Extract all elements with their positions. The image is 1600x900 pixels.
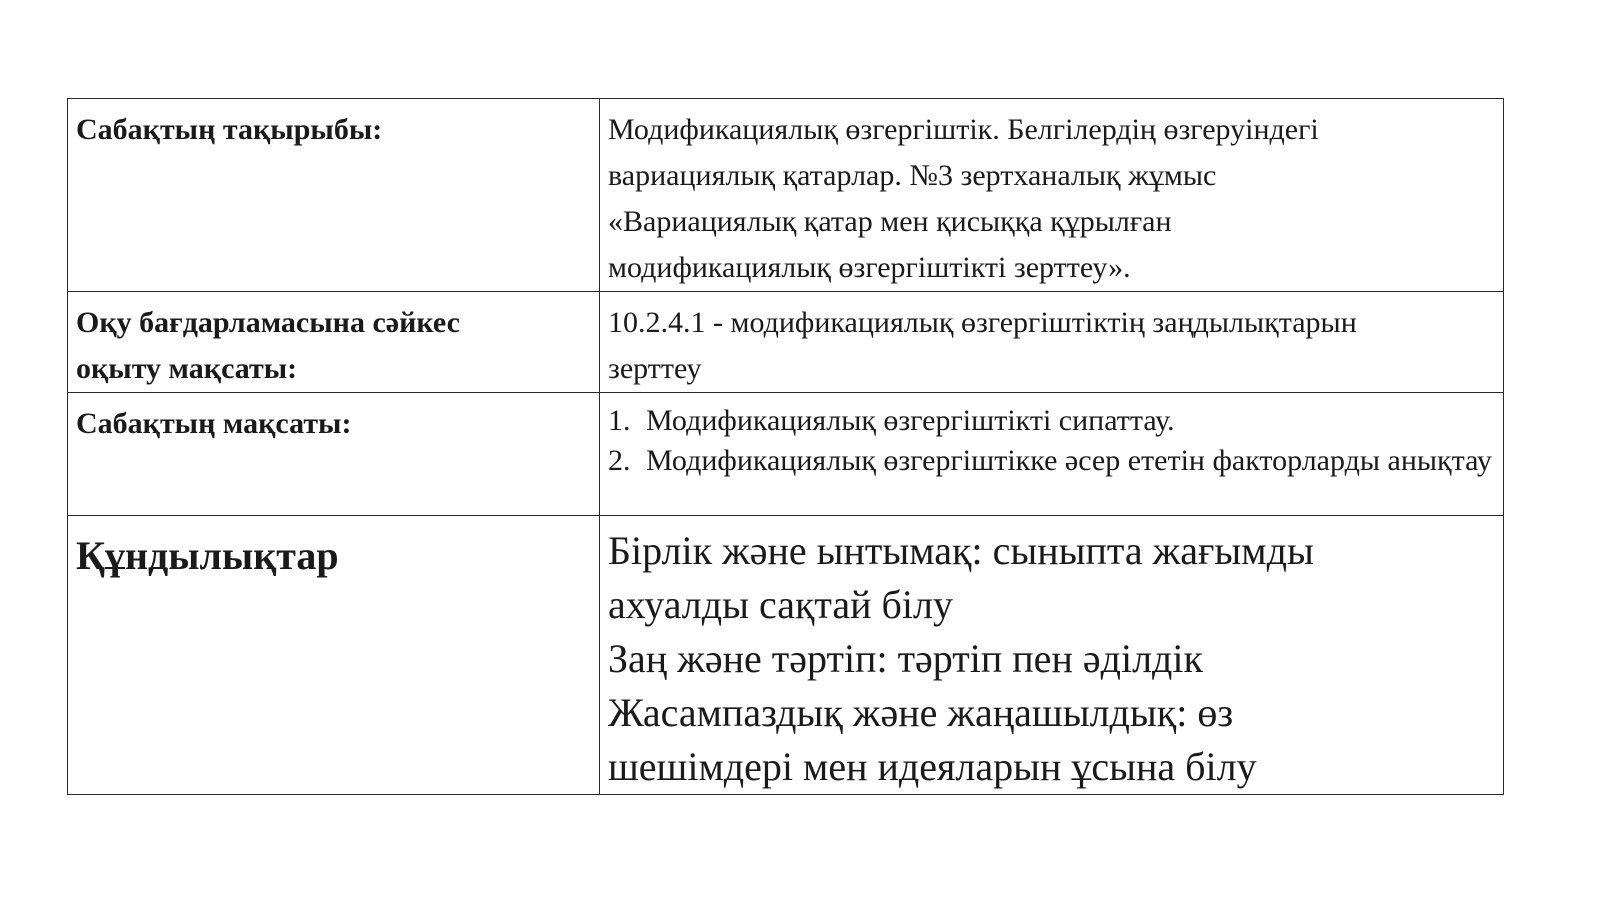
program-label — [76, 300, 591, 392]
values-value-cell — [600, 516, 1504, 795]
values-line: ахуалды сақтай білу — [608, 582, 953, 627]
program-label-line: Оқу бағдарламасына сәйкес — [76, 306, 460, 339]
goals-label-cell — [68, 393, 600, 516]
list-item-number: 2. — [608, 444, 631, 477]
values-line: Жасампаздық және жаңашылдық: өз — [608, 690, 1234, 735]
table-row-values — [68, 516, 1504, 795]
values-text — [608, 524, 1495, 794]
goals-list — [608, 401, 1495, 481]
table-row-topic — [68, 99, 1504, 292]
topic-value-cell — [600, 99, 1504, 292]
topic-label: Сабақтың тақырыбы: — [76, 113, 383, 146]
table-row-goals — [68, 393, 1504, 516]
program-label-cell — [68, 292, 600, 393]
topic-line: «Вариациялық қатар мен қисыққа құрылған — [608, 205, 1172, 238]
program-value — [608, 300, 1495, 392]
values-line: Бірлік және ынтымақ: сыныпта жағымды — [608, 528, 1314, 573]
program-line: зерттеу — [608, 352, 702, 385]
table-row-program — [68, 292, 1504, 393]
topic-line: вариациялық қатарлар. №3 зертханалық жұмыс — [608, 159, 1217, 192]
list-item-number: 1. — [608, 404, 631, 437]
lesson-plan-table — [67, 98, 1504, 795]
goals-label: Сабақтың мақсаты: — [76, 407, 352, 440]
values-label: Құндылықтар — [76, 533, 339, 578]
program-line: 10.2.4.1 - модификациялық өзгергіштіктің заңдылықтарын — [608, 306, 1357, 339]
program-label-line: оқыту мақсаты: — [76, 352, 298, 385]
topic-label-cell — [68, 99, 600, 292]
values-label-cell — [68, 516, 600, 795]
program-value-cell — [600, 292, 1504, 393]
list-item — [608, 441, 1495, 481]
list-item-text: Модификациялық өзгергіштікке әсер ететін факторларды анықтау — [646, 444, 1492, 477]
values-line: шешімдері мен идеяларын ұсына білу — [608, 744, 1257, 789]
list-item-text: Модификациялық өзгергіштікті сипаттау. — [646, 404, 1175, 437]
topic-value — [608, 107, 1495, 291]
topic-line: Модификациялық өзгергіштік. Белгілердің өзгеруіндегі — [608, 113, 1319, 146]
goals-value-cell — [600, 393, 1504, 516]
list-item — [608, 401, 1495, 441]
values-line: Заң және тәртіп: тәртіп пен әділдік — [608, 636, 1203, 681]
topic-line: модификациялық өзгергіштікті зерттеу». — [608, 251, 1131, 284]
